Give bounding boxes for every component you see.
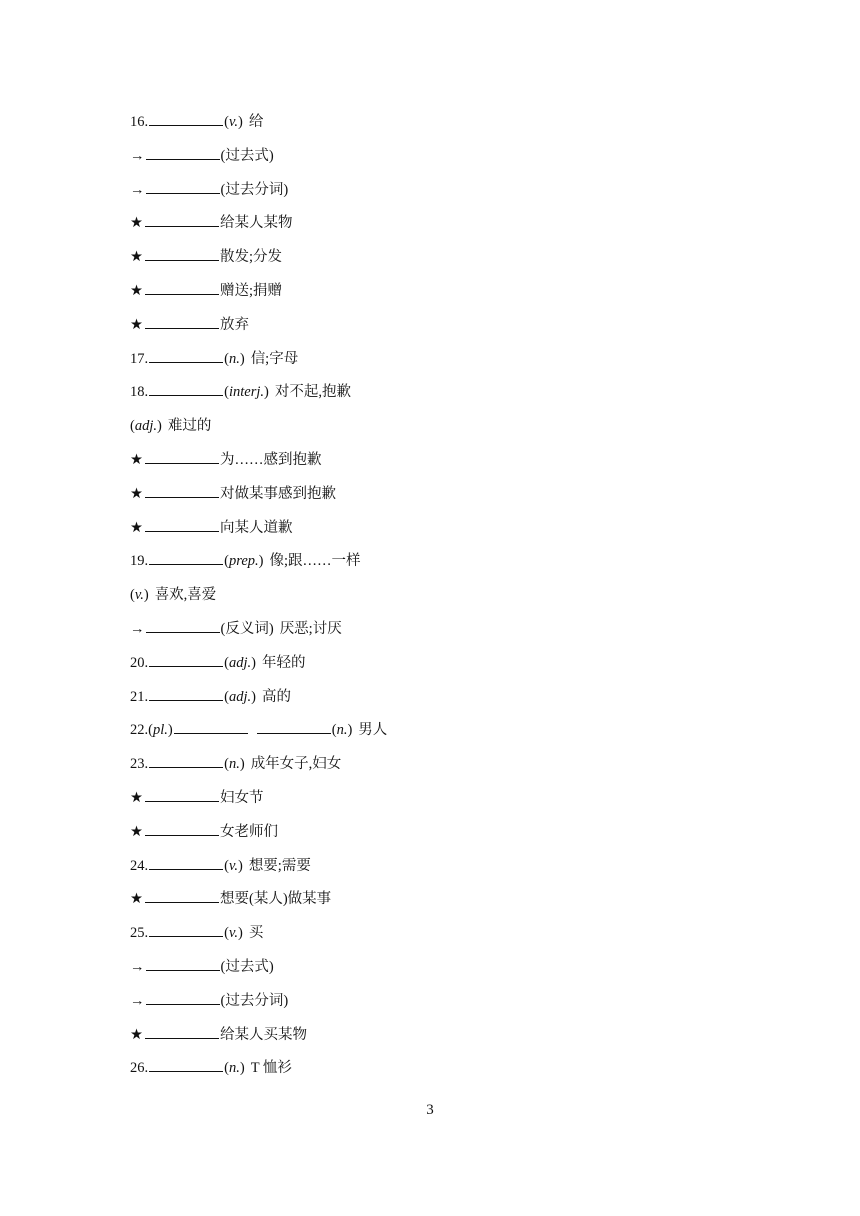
answer-blank[interactable] bbox=[145, 280, 219, 295]
item-prefix: 22. bbox=[130, 722, 149, 739]
lead-close-paren: ) bbox=[167, 722, 173, 739]
meaning-text: 高的 bbox=[261, 688, 291, 705]
item-prefix: 19. bbox=[130, 553, 149, 570]
meaning-text: 对不起,抱歉 bbox=[274, 384, 351, 401]
meaning-text: 给 bbox=[248, 114, 264, 130]
form-note: 过去式 bbox=[225, 958, 269, 975]
worksheet bbox=[130, 111, 750, 1091]
item-prefix: ★ bbox=[130, 519, 143, 536]
part-of-speech: n. bbox=[228, 350, 240, 367]
item-prefix: ★ bbox=[130, 215, 143, 232]
answer-blank[interactable] bbox=[146, 179, 220, 194]
lead-open-paren: ( bbox=[148, 722, 153, 739]
vocab-line bbox=[130, 719, 750, 753]
part-of-speech: prep. bbox=[228, 553, 259, 570]
vocab-line bbox=[130, 381, 750, 415]
close-paren: ) bbox=[251, 688, 256, 705]
open-paren: ( bbox=[224, 350, 229, 367]
answer-blank[interactable] bbox=[149, 550, 223, 565]
item-prefix: 25. bbox=[130, 925, 149, 942]
part-of-speech: v. bbox=[134, 587, 144, 604]
meaning-text: 给某人买某物 bbox=[220, 1026, 307, 1043]
part-of-speech: interj. bbox=[228, 384, 265, 401]
vocab-line bbox=[130, 922, 750, 956]
open-paren: ( bbox=[224, 553, 229, 570]
item-prefix: 18. bbox=[130, 384, 149, 401]
vocab-line bbox=[130, 280, 750, 314]
vocab-line bbox=[130, 686, 750, 720]
vocab-line bbox=[130, 246, 750, 280]
close-paren: ) bbox=[237, 925, 243, 942]
vocab-line bbox=[130, 990, 750, 1024]
meaning-text: 厌恶;讨厌 bbox=[279, 620, 342, 637]
vocab-line bbox=[130, 145, 750, 179]
meaning-text: 年轻的 bbox=[261, 654, 306, 671]
item-prefix: ★ bbox=[130, 316, 143, 333]
vocab-line bbox=[130, 1024, 750, 1058]
vocab-line bbox=[130, 956, 750, 990]
meaning-text: 想要(某人)做某事 bbox=[220, 891, 332, 908]
open-paren: ( bbox=[220, 992, 226, 1009]
vocab-line bbox=[130, 212, 750, 246]
vocab-line bbox=[130, 821, 750, 855]
item-prefix: 20. bbox=[130, 654, 149, 671]
answer-blank[interactable] bbox=[149, 652, 223, 667]
item-prefix: 26. bbox=[130, 1060, 149, 1077]
item-prefix: 16. bbox=[130, 114, 149, 130]
answer-blank[interactable] bbox=[145, 787, 219, 802]
open-paren: ( bbox=[130, 418, 135, 435]
answer-blank[interactable] bbox=[145, 1024, 219, 1039]
part-of-speech: adj. bbox=[134, 418, 157, 435]
open-paren: ( bbox=[130, 587, 135, 604]
vocab-line bbox=[130, 415, 750, 449]
meaning-text: 放弃 bbox=[220, 316, 249, 333]
vocab-line bbox=[130, 787, 750, 821]
answer-blank[interactable] bbox=[145, 888, 219, 903]
vocab-line bbox=[130, 483, 750, 517]
answer-blank[interactable] bbox=[145, 212, 219, 227]
vocab-line bbox=[130, 753, 750, 787]
item-prefix: 17. bbox=[130, 350, 149, 367]
item-prefix: ★ bbox=[130, 823, 143, 840]
close-paren: ) bbox=[143, 587, 149, 604]
answer-blank[interactable] bbox=[146, 956, 220, 971]
vocab-line bbox=[130, 888, 750, 922]
item-prefix: ★ bbox=[130, 891, 143, 908]
open-paren: ( bbox=[220, 958, 226, 975]
item-prefix: ★ bbox=[130, 282, 143, 299]
close-paren: ) bbox=[237, 114, 243, 130]
meaning-text: 喜欢,喜爱 bbox=[154, 587, 217, 604]
open-paren: ( bbox=[224, 384, 229, 401]
answer-blank[interactable] bbox=[174, 719, 248, 734]
open-paren: ( bbox=[224, 925, 229, 942]
close-paren: ) bbox=[239, 1060, 245, 1077]
part-of-speech: adj. bbox=[228, 654, 252, 671]
meaning-text: 赠送;捐赠 bbox=[220, 282, 283, 299]
meaning-text: 向某人道歉 bbox=[220, 519, 293, 536]
close-paren: ) bbox=[283, 181, 289, 198]
answer-blank[interactable] bbox=[145, 821, 219, 836]
vocab-line bbox=[130, 618, 750, 652]
close-paren: ) bbox=[268, 958, 274, 975]
open-paren: ( bbox=[224, 857, 229, 874]
close-paren: ) bbox=[237, 857, 243, 874]
close-paren: ) bbox=[283, 992, 289, 1009]
answer-blank[interactable] bbox=[149, 381, 223, 396]
close-paren: ) bbox=[258, 553, 264, 570]
part-of-speech: v. bbox=[228, 857, 238, 874]
meaning-text: 想要;需要 bbox=[248, 857, 311, 874]
close-paren: ) bbox=[251, 654, 256, 671]
meaning-text: 成年女子,妇女 bbox=[250, 756, 342, 773]
answer-blank[interactable] bbox=[146, 145, 220, 160]
answer-blank[interactable] bbox=[145, 517, 219, 532]
vocab-line bbox=[130, 652, 750, 686]
open-paren: ( bbox=[224, 654, 229, 671]
meaning-text: 女老师们 bbox=[220, 823, 278, 840]
item-prefix: → bbox=[130, 181, 145, 198]
open-paren: ( bbox=[220, 181, 226, 198]
item-prefix: → bbox=[130, 620, 145, 637]
answer-blank[interactable] bbox=[145, 246, 219, 261]
vocab-line bbox=[130, 584, 750, 618]
meaning-text: 给某人某物 bbox=[220, 215, 293, 232]
answer-blank[interactable] bbox=[149, 111, 223, 126]
close-paren: ) bbox=[268, 147, 274, 164]
vocab-line bbox=[130, 179, 750, 213]
vocab-line bbox=[130, 855, 750, 889]
close-paren: ) bbox=[347, 722, 353, 739]
item-prefix: ★ bbox=[130, 249, 143, 266]
meaning-text: 买 bbox=[248, 925, 264, 942]
close-paren: ) bbox=[239, 756, 245, 773]
vocab-line bbox=[130, 111, 750, 145]
meaning-text: 散发;分发 bbox=[220, 249, 283, 266]
close-paren: ) bbox=[264, 384, 269, 401]
vocab-line bbox=[130, 517, 750, 551]
open-paren: ( bbox=[220, 147, 226, 164]
vocab-line bbox=[130, 348, 750, 382]
answer-blank[interactable] bbox=[145, 449, 219, 464]
item-prefix: 21. bbox=[130, 688, 149, 705]
open-paren: ( bbox=[224, 756, 229, 773]
vocab-line bbox=[130, 550, 750, 584]
item-prefix: ★ bbox=[130, 789, 143, 806]
open-paren: ( bbox=[224, 114, 229, 130]
vocab-line bbox=[130, 449, 750, 483]
part-of-speech: n. bbox=[336, 722, 348, 739]
answer-blank[interactable] bbox=[146, 990, 220, 1005]
close-paren: ) bbox=[239, 350, 245, 367]
close-paren: ) bbox=[268, 620, 274, 637]
answer-blank[interactable] bbox=[149, 753, 223, 768]
meaning-text: 信;字母 bbox=[250, 350, 299, 367]
form-note: 反义词 bbox=[225, 620, 269, 637]
answer-blank[interactable] bbox=[145, 483, 219, 498]
lead-part-of-speech: pl. bbox=[152, 722, 168, 739]
answer-blank[interactable] bbox=[146, 618, 220, 633]
item-prefix: ★ bbox=[130, 1026, 143, 1043]
answer-blank[interactable] bbox=[149, 686, 223, 701]
item-prefix: → bbox=[130, 958, 145, 975]
answer-blank[interactable] bbox=[257, 719, 331, 734]
close-paren: ) bbox=[157, 418, 162, 435]
answer-blank[interactable] bbox=[149, 1057, 223, 1072]
page-number: 3 bbox=[426, 1102, 434, 1118]
meaning-text: 像;跟……一样 bbox=[269, 553, 361, 570]
part-of-speech: n. bbox=[228, 756, 240, 773]
answer-blank[interactable] bbox=[149, 922, 223, 937]
item-prefix: ★ bbox=[130, 485, 143, 502]
meaning-text: 难过的 bbox=[167, 418, 212, 435]
part-of-speech: n. bbox=[228, 1060, 240, 1077]
meaning-text: 妇女节 bbox=[220, 789, 264, 806]
meaning-text: 男人 bbox=[358, 722, 388, 739]
meaning-text: 为……感到抱歉 bbox=[220, 451, 322, 468]
open-paren: ( bbox=[220, 620, 226, 637]
open-paren: ( bbox=[224, 1060, 229, 1077]
item-prefix: 24. bbox=[130, 857, 149, 874]
part-of-speech: v. bbox=[228, 925, 238, 942]
item-prefix: 23. bbox=[130, 756, 149, 773]
item-prefix: → bbox=[130, 147, 145, 164]
open-paren: ( bbox=[224, 688, 229, 705]
vocab-line bbox=[130, 314, 750, 348]
item-prefix: → bbox=[130, 992, 145, 1009]
part-of-speech: adj. bbox=[228, 688, 252, 705]
vocab-line bbox=[130, 1057, 750, 1091]
answer-blank[interactable] bbox=[149, 855, 223, 870]
meaning-text: 对做某事感到抱歉 bbox=[220, 485, 336, 502]
form-note: 过去分词 bbox=[225, 181, 284, 198]
meaning-text: T 恤衫 bbox=[250, 1060, 292, 1077]
form-note: 过去分词 bbox=[225, 992, 284, 1009]
answer-blank[interactable] bbox=[149, 348, 223, 363]
form-note: 过去式 bbox=[225, 147, 269, 164]
part-of-speech: v. bbox=[228, 114, 238, 130]
open-paren: ( bbox=[331, 722, 337, 739]
answer-blank[interactable] bbox=[145, 314, 219, 329]
item-prefix: ★ bbox=[130, 451, 143, 468]
